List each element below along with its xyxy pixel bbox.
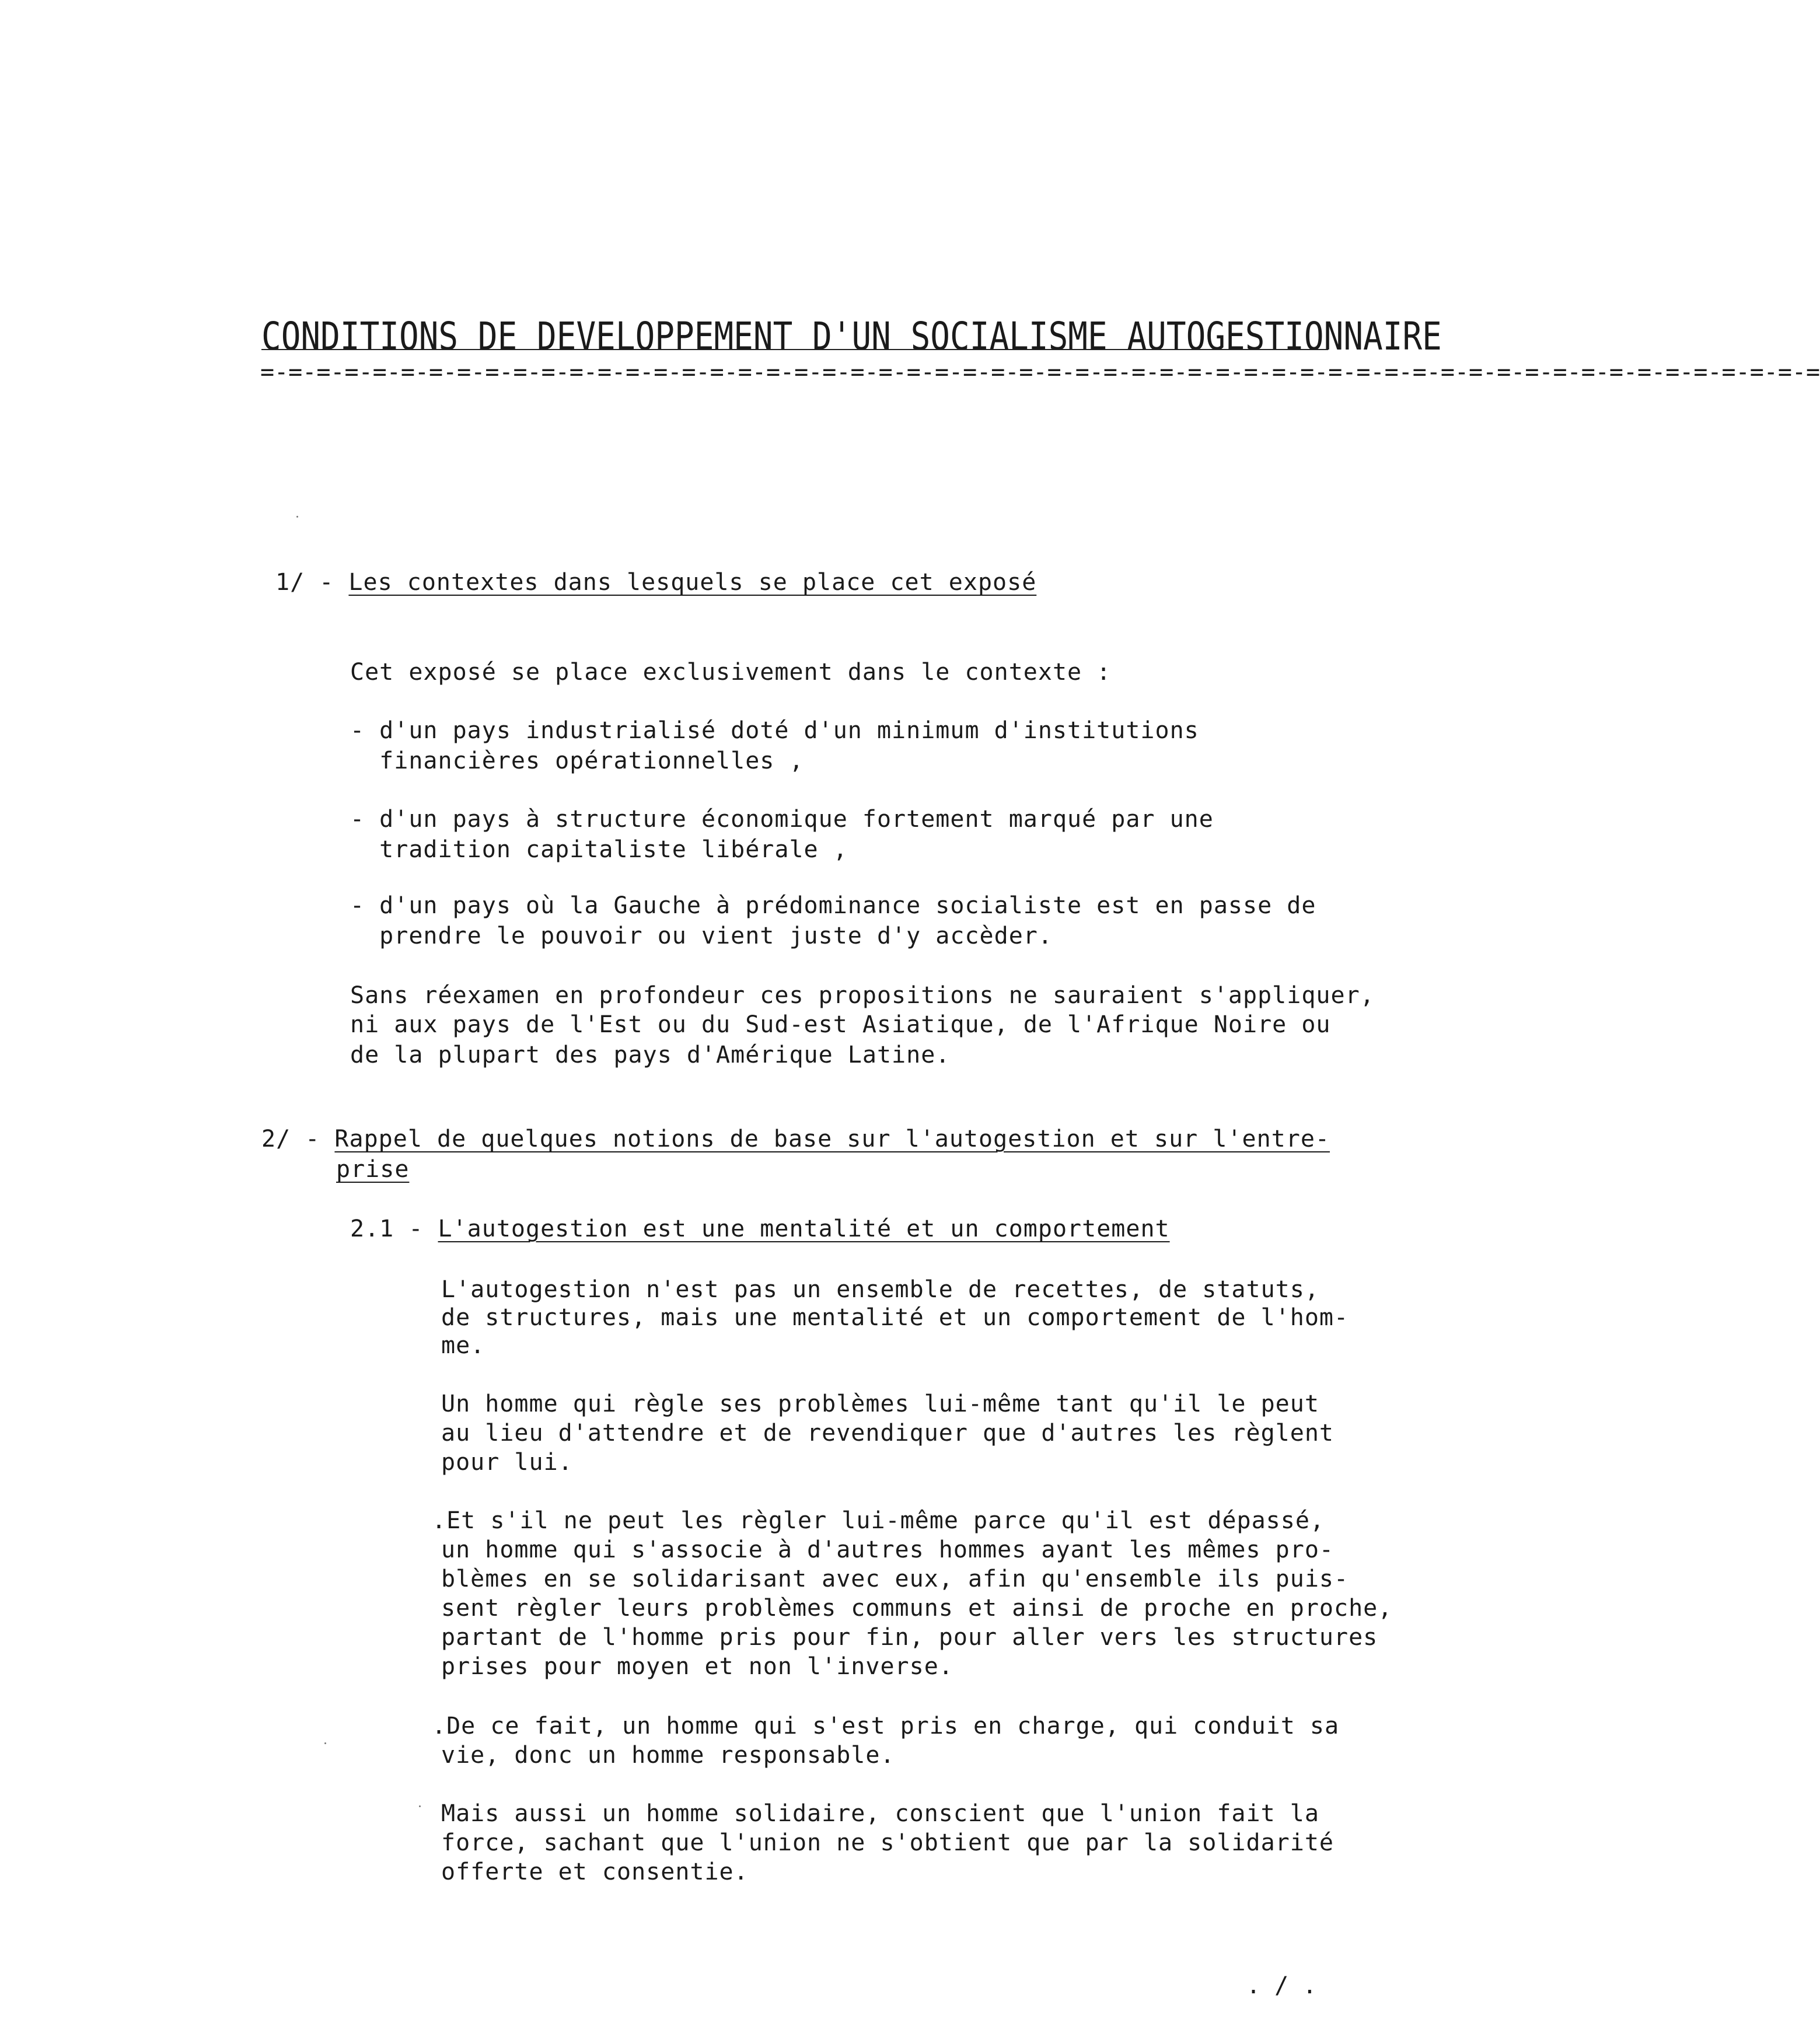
para5-line3: offerte et consentie. <box>441 1859 749 1885</box>
bullet-3-line2: prendre le pouvoir ou vient juste d'y accèder. <box>350 923 1053 949</box>
para2-line1: Un homme qui règle ses problèmes lui-même tant qu'il le peut <box>441 1391 1319 1417</box>
para1-line1: L'autogestion n'est pas un ensemble de recettes, de statuts, <box>441 1276 1319 1303</box>
bullet-1-line2: financières opérationnelles , <box>350 747 804 774</box>
bullet-3-line1: - d'un pays où la Gauche à prédominance socialiste est en passe de <box>350 892 1316 919</box>
bullet-2-line1: - d'un pays à structure économique fortement marqué par une <box>350 806 1214 833</box>
section1-heading <box>275 567 1036 598</box>
para3-line2: un homme qui s'associe à d'autres hommes ayant les mêmes pro- <box>441 1536 1335 1563</box>
subsection-2-1-title: L'autogestion est une mentalité et un comportement <box>438 1215 1170 1242</box>
para3-line3: blèmes en se solidarisant avec eux, afin qu'ensemble ils puis- <box>441 1566 1349 1592</box>
para2-line2: au lieu d'attendre et de revendiquer que d'autres les règlent <box>441 1420 1335 1447</box>
section1-closing-line1: Sans réexamen en profondeur ces propositions ne sauraient s'appliquer, <box>350 982 1375 1009</box>
bullet-1-line1: - d'un pays industrialisé doté d'un minimum d'institutions <box>350 717 1199 744</box>
section2-title: Rappel de quelques notions de base sur l'autogestion et sur l'entre- <box>334 1126 1330 1152</box>
section2-number: 2/ - <box>261 1126 335 1152</box>
section1-intro: Cet exposé se place exclusivement dans le contexte : <box>350 659 1112 686</box>
para3-line6: prises pour moyen et non l'inverse. <box>441 1653 953 1680</box>
section2-heading-line1 <box>261 1124 1330 1154</box>
page-continuation-marker: . / . <box>1246 1972 1317 1999</box>
section1-closing-line2: ni aux pays de l'Est ou du Sud-est Asiatique, de l'Afrique Noire ou <box>350 1011 1331 1038</box>
para2-line3: pour lui. <box>441 1449 573 1476</box>
title-underline <box>261 349 1328 350</box>
title-decoration-line: =-=-=-=-=-=-=-=-=-=-=-=-=-=-=-=-=-=-=-=-=-=-=-=-=-=-=-=-=-=-=-=-=-=-=-=-=-=-=-=-=-=-=-=-=-=-=-=-=-=-=-=-=-=-=-= <box>260 359 1820 386</box>
document-title: CONDITIONS DE DEVELOPPEMENT D'UN SOCIALISME AUTOGESTIONNAIRE <box>261 314 1442 359</box>
para1-line2: de structures, mais une mentalité et un comportement de l'hom- <box>441 1304 1349 1331</box>
para3-line1: .Et s'il ne peut les règler lui-même parce qu'il est dépassé, <box>432 1507 1325 1534</box>
subsection-2-1-number: 2.1 - <box>350 1215 438 1242</box>
scan-speck <box>324 1742 326 1744</box>
scan-speck <box>419 1805 421 1807</box>
para3-line4: sent règler leurs problèmes communs et ainsi de proche en proche, <box>441 1595 1393 1622</box>
scan-speck <box>296 516 298 518</box>
bullet-2-line2: tradition capitaliste libérale , <box>350 836 848 863</box>
para4-line1: .De ce fait, un homme qui s'est pris en charge, qui conduit sa <box>432 1713 1340 1739</box>
subsection-2-1-heading <box>350 1214 1170 1244</box>
section1-closing-line3: de la plupart des pays d'Amérique Latine. <box>350 1042 951 1068</box>
para5-line2: force, sachant que l'union ne s'obtient que par la solidarité <box>441 1829 1335 1856</box>
section1-number: 1/ - <box>275 569 349 596</box>
para1-line3: me. <box>441 1332 485 1359</box>
para5-line1: Mais aussi un homme solidaire, conscient que l'union fait la <box>441 1800 1319 1827</box>
section2-heading-line2: prise <box>336 1156 410 1183</box>
section1-title: Les contextes dans lesquels se place cet exposé <box>348 569 1037 596</box>
para4-line2: vie, donc un homme responsable. <box>441 1742 895 1769</box>
para3-line5: partant de l'homme pris pour fin, pour aller vers les structures <box>441 1624 1378 1651</box>
